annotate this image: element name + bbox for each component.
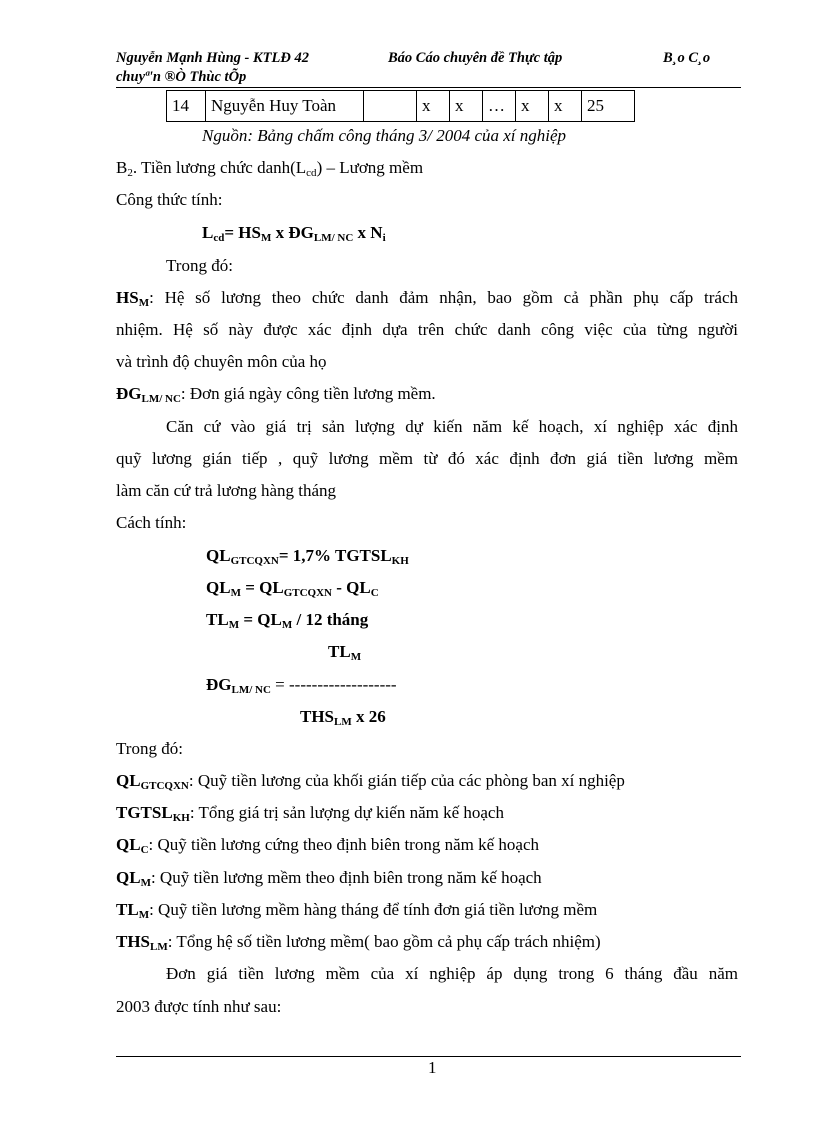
f-sub: C: [370, 587, 379, 599]
def-desc: : Quỹ tiền lương của khối gián tiếp của các phòng ban xí nghiệp: [188, 771, 625, 790]
fraction-lhs: [206, 675, 397, 695]
def-sub: KH: [172, 812, 190, 824]
header-rule: [116, 87, 741, 88]
para-line-1: Căn cứ vào giá trị sản lượng dự kiến năm kế hoạch, xí nghiệp xác định: [166, 417, 738, 436]
header-right: B¸o C¸o: [663, 50, 711, 66]
b2-suffix: ) – Lương mềm: [316, 158, 424, 177]
f-sub: LM/ NC: [313, 232, 354, 244]
definition-item: [116, 835, 539, 855]
table-cell: x: [549, 91, 582, 122]
section-b2-heading: [116, 158, 423, 178]
f-sub: LM/ NC: [231, 684, 271, 696]
header-title: Báo Cáo chuyên đề Thực tập: [388, 50, 563, 66]
table-row: [167, 91, 635, 122]
def-desc: : Tổng giá trị sản lượng dự kiến năm kế hoạch: [189, 803, 504, 822]
definition-item: [116, 803, 504, 823]
b2-sub1: 2: [127, 167, 133, 179]
hsm-line-1: [116, 288, 738, 308]
def-desc: : Quỹ tiền lương mềm hàng tháng để tính đơn giá tiền lương mềm: [149, 900, 598, 919]
header-line2: chuyª'n ®Ò Thùc tÕp: [116, 69, 247, 85]
f-term: = 1,7% TGTSL: [278, 546, 392, 565]
f-term: - QL: [331, 578, 371, 597]
final-line-1: Đơn giá tiền lương mềm của xí nghiệp áp dụng trong 6 tháng đầu năm: [166, 964, 738, 983]
source-note: Nguồn: Bảng chấm công tháng 3/ 2004 của xí nghiệp: [202, 126, 567, 145]
def-sub: C: [140, 844, 149, 856]
header-author: Nguyễn Mạnh Hùng - KTLĐ 42: [116, 50, 309, 66]
f-term: x 26: [351, 707, 386, 726]
def-sub: M: [138, 909, 150, 921]
f-sub: GTCQXN: [230, 555, 279, 567]
def-term: QL: [116, 868, 141, 887]
where-label-2: Trong đó:: [116, 739, 183, 758]
def-term: THS: [116, 932, 151, 951]
b2-prefix: B: [116, 158, 128, 177]
f-term: QL: [206, 546, 231, 565]
f-term: TL: [206, 610, 229, 629]
formula-lcd: [202, 223, 386, 243]
final-line-2: 2003 được tính như sau:: [116, 997, 282, 1016]
definition-item: [116, 868, 542, 888]
f-sub: M: [230, 587, 241, 599]
dg-sub: LM/ NC: [141, 393, 181, 405]
f-sub: LM: [334, 716, 352, 728]
f-term: = QL: [240, 578, 284, 597]
f-term: ĐG: [206, 675, 232, 694]
fraction-bar: = -------------------: [270, 675, 397, 694]
f-term: TL: [328, 642, 351, 661]
formula-qlm: [206, 578, 379, 598]
fraction-denominator: [300, 707, 386, 727]
f-term: / 12 tháng: [292, 610, 369, 629]
table-cell: x: [417, 91, 450, 122]
definition-item: [116, 771, 625, 791]
hsm-desc: : Hệ số lương theo chức danh đảm nhận, bao gồm cả phần phụ cấp trách: [149, 288, 738, 307]
attendance-table-row: [166, 90, 635, 122]
table-cell: 14: [167, 91, 206, 122]
definition-item: [116, 900, 597, 920]
page-number: 1: [428, 1058, 437, 1077]
def-desc: : Quỹ tiền lương mềm theo định biên trong năm kế hoạch: [150, 868, 542, 887]
table-cell: x: [450, 91, 483, 122]
def-term: QL: [116, 835, 141, 854]
table-cell: [364, 91, 417, 122]
table-cell: Nguyễn Huy Toàn: [206, 91, 364, 122]
f-term: x N: [353, 223, 383, 242]
f-sub: M: [260, 232, 272, 244]
calc-label: Cách tính:: [116, 513, 187, 532]
def-desc: : Tổng hệ số tiền lương mềm( bao gồm cả phụ cấp trách nhiệm): [167, 932, 601, 951]
table-cell: x: [516, 91, 549, 122]
f-term: L: [202, 223, 214, 242]
table-cell: 25: [582, 91, 635, 122]
where-label-1: Trong đó:: [166, 256, 233, 275]
b2-sub2: cd: [306, 167, 317, 179]
definition-item: [116, 932, 601, 952]
formula-tlm: [206, 610, 368, 630]
para-line-3: làm căn cứ trả lương hàng tháng: [116, 481, 337, 500]
f-sub: cd: [213, 232, 225, 244]
table-cell: …: [483, 91, 516, 122]
b2-mid: . Tiền lương chức danh(L: [132, 158, 307, 177]
f-sub: M: [281, 619, 293, 631]
formula-label: Công thức tính:: [116, 190, 223, 209]
def-term: QL: [116, 771, 141, 790]
f-term: x ĐG: [271, 223, 314, 242]
dg-term: ĐG: [116, 384, 142, 403]
def-sub: GTCQXN: [140, 780, 189, 792]
para-line-2: quỹ lương gián tiếp , quỹ lương mềm từ đó xác định đơn giá tiền lương mềm: [116, 449, 738, 468]
f-term: = QL: [239, 610, 282, 629]
footer-rule: [116, 1056, 741, 1057]
formula-ql-gtcqxn: [206, 546, 409, 566]
dg-definition: [116, 384, 436, 404]
f-sub: i: [382, 232, 386, 244]
def-sub: LM: [150, 941, 168, 953]
def-term: TL: [116, 900, 139, 919]
f-sub: M: [228, 619, 240, 631]
def-sub: M: [140, 877, 151, 889]
dg-desc: : Đơn giá ngày công tiền lương mềm.: [180, 384, 436, 403]
hsm-sub: M: [138, 297, 150, 309]
f-term: THS: [300, 707, 335, 726]
def-term: TGTSL: [116, 803, 173, 822]
hsm-line-3: và trình độ chuyên môn của họ: [116, 352, 327, 371]
hsm-term: HS: [116, 288, 139, 307]
f-term: = HS: [224, 223, 261, 242]
f-sub: KH: [391, 555, 409, 567]
f-sub: GTCQXN: [283, 587, 332, 599]
fraction-numerator: [328, 642, 361, 662]
f-term: QL: [206, 578, 231, 597]
def-desc: : Quỹ tiền lương cứng theo định biên trong năm kế hoạch: [148, 835, 539, 854]
f-sub: M: [350, 651, 362, 663]
hsm-line-2: nhiệm. Hệ số này được xác định dựa trên chức danh công việc của từng người: [116, 320, 738, 339]
